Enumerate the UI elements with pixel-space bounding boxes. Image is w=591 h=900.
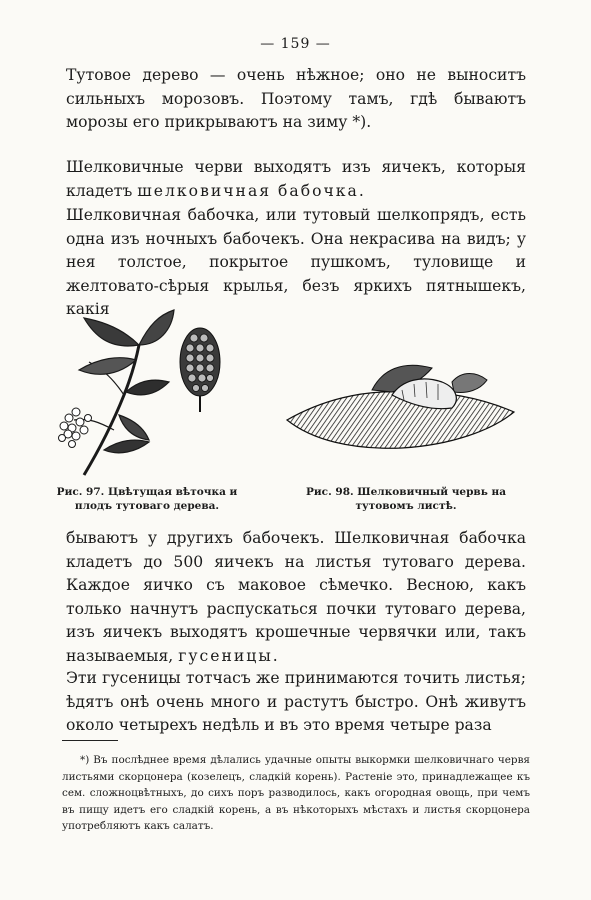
emphasis-caterpillars: гусеницы. <box>178 646 280 665</box>
page-number: — 159 — <box>260 36 331 52</box>
footnote-divider <box>62 740 118 741</box>
paragraph-text-5: Эти гусеницы тотчасъ же принимаются точить листья; ѣдятъ онѣ очень много и растутъ быстро. Онѣ живутъ около четырехъ недѣль и въ это время четыре раза <box>66 669 526 734</box>
paragraph-mulberry <box>66 64 526 135</box>
figure-98-caption: Рис. 98. Шелковичный червь на тутовомъ листѣ. <box>306 486 506 512</box>
paragraph-silkworms <box>66 156 526 203</box>
paragraph-text-2a: Шелковичные черви выходятъ изъ яичекъ, которыя кладетъ <box>66 158 526 200</box>
paragraph-text-4a: бываютъ у другихъ бабочекъ. Шелковичная бабочка кладетъ до 500 яичекъ на листья тутоваго дерева. Каждое яичко съ маковое сѣмечко. Весною, какъ только начнутъ распускаться почки тутоваго дерева, изъ яичекъ выходятъ крошечные червячки или, такъ называемыя, <box>66 529 526 665</box>
paragraph-text: Тутовое дерево — очень нѣжное; оно не выноситъ сильныхъ морозовъ. Поэтому тамъ, гдѣ бываютъ морозы его прикрываютъ на зиму *). <box>66 66 526 131</box>
footnote <box>62 752 530 835</box>
paragraph-text-2 <box>66 156 526 203</box>
paragraph-text-3: Шелковичная бабочка, или тутовый шелкопрядъ, есть одна изъ ночныхъ бабочекъ. Она некрасива на видъ; у нея толстое, покрытое пушкомъ, туловище и желтовато-сѣрыя крылья, безъ яркихъ пятнышекъ, какія <box>66 206 526 318</box>
figure-97-caption: Рис. 97. Цвѣтущая вѣточка и плодъ тутоваго дерева. <box>56 486 238 512</box>
footnote-text: *) Въ послѣднее время дѣлались удачные опыты выкормки шелковичнаго червя листьями скорцонера (козелецъ, сладкій корень). Растеніе это, принадлежащее къ сем. сложноцвѣтныхъ, до сихъ поръ разводилось, какъ огородная овощь, при чемъ въ пищу идетъ его сладкій корень, а въ нѣкоторыхъ мѣстахъ и листья скорцонера употребляютъ какъ салатъ. <box>62 754 530 832</box>
mulberry-branch-illustration <box>44 300 244 480</box>
emphasis-text: шелковичная бабочка. <box>137 181 366 200</box>
paragraph-eggs <box>66 527 526 668</box>
paragraph-caterpillars <box>66 667 526 738</box>
silkworm-on-leaf-illustration <box>282 350 522 460</box>
paragraph-text-4 <box>66 527 526 668</box>
